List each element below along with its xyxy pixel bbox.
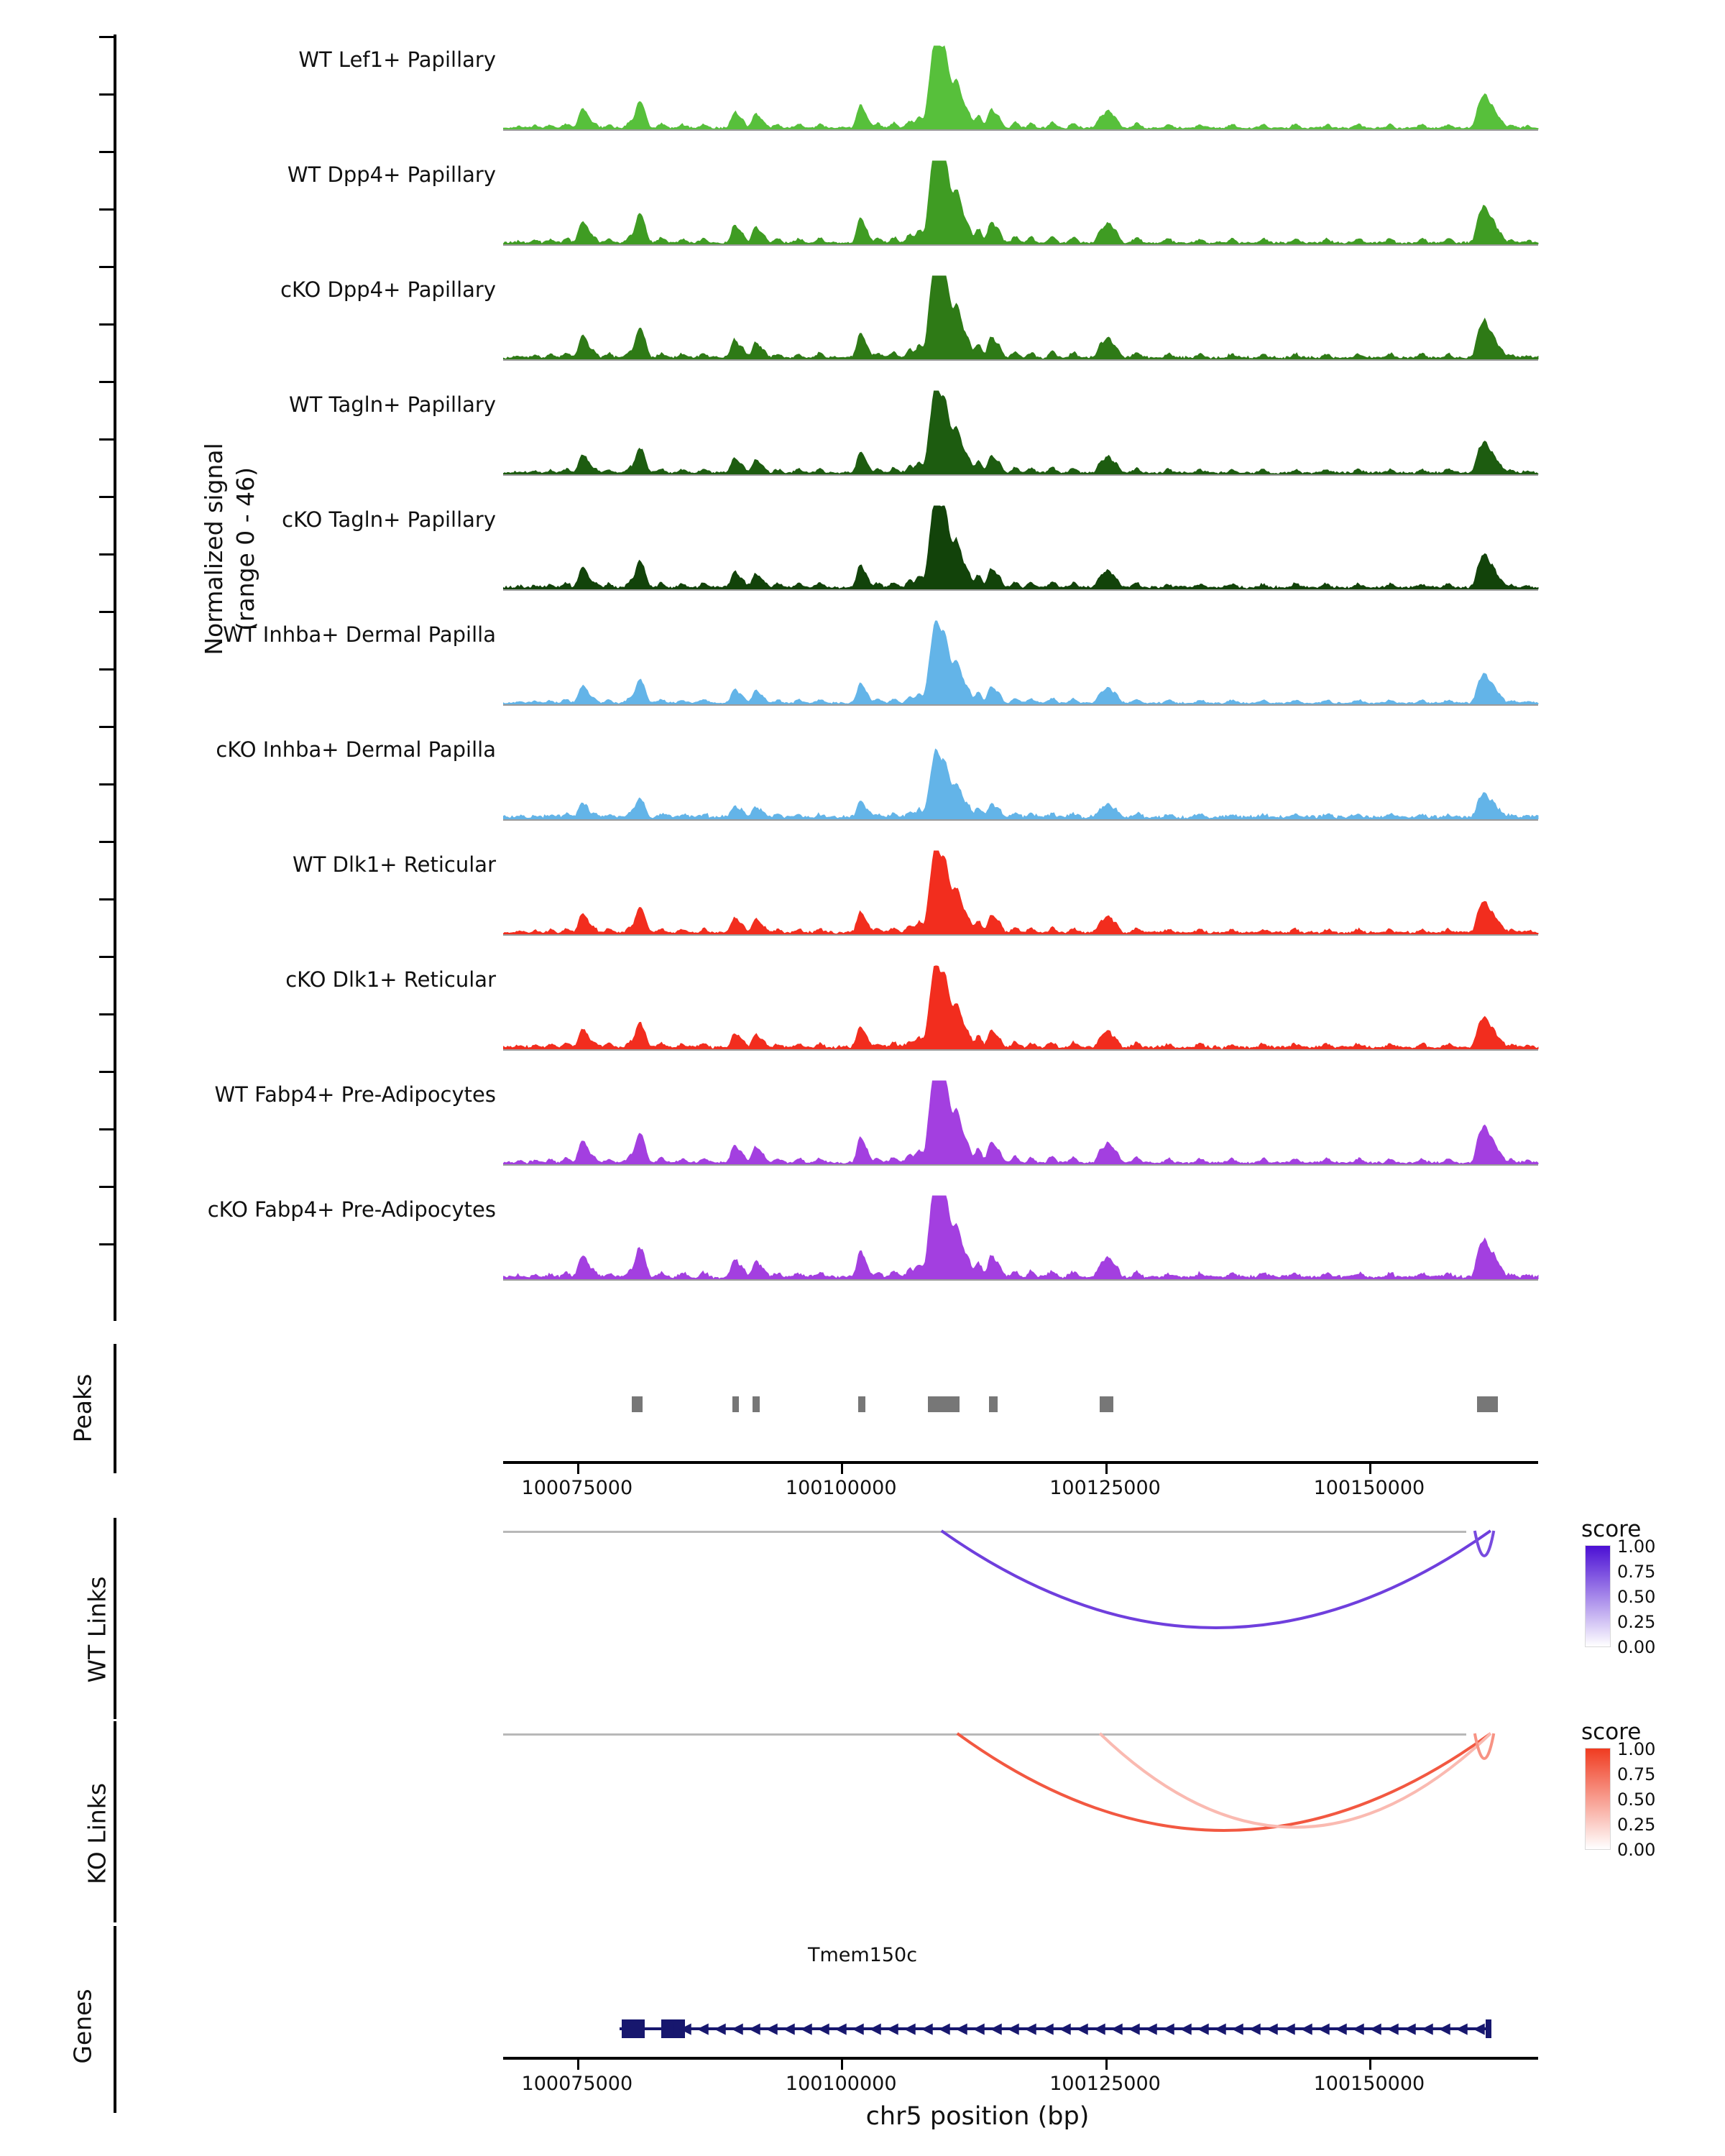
gene-strand-arrow-icon: ◀ [1024, 2019, 1036, 2037]
x-axis-tick [577, 1464, 579, 1474]
track-signal-plot [503, 733, 1542, 819]
y-axis-tick [99, 323, 115, 326]
x-axis-tick-label: 100100000 [785, 2073, 897, 2095]
peak-marker [989, 1396, 998, 1412]
track-signal-plot [503, 848, 1542, 934]
legend-tick-label: 0.25 [1617, 1815, 1656, 1835]
peak-marker [632, 1396, 643, 1412]
legend-title: score [1581, 1516, 1642, 1542]
x-axis-tick-label: 100100000 [785, 1477, 897, 1499]
x-axis-tick-label: 100150000 [1313, 1477, 1425, 1499]
track-signal-plot [503, 1193, 1542, 1279]
x-axis-tick-label: 100075000 [521, 1477, 633, 1499]
x-axis-tick-label: 100125000 [1049, 2073, 1161, 2095]
peak-marker [858, 1396, 865, 1412]
y-axis-tick [99, 36, 115, 38]
x-axis-tick [577, 2060, 579, 2070]
x-axis-tick-label: 100125000 [1049, 1477, 1161, 1499]
legend-title: score [1581, 1719, 1642, 1745]
legend-tick-label: 0.75 [1617, 1562, 1656, 1582]
legend-color-bar [1585, 1545, 1611, 1647]
peak-marker [1100, 1396, 1113, 1412]
gene-strand-arrow-icon: ◀ [1369, 2019, 1381, 2037]
y-axis-tick [99, 726, 115, 728]
gene-strand-arrow-icon: ◀ [852, 2019, 864, 2037]
track-baseline [503, 819, 1538, 821]
track-signal-plot [503, 503, 1542, 589]
gene-strand-arrow-icon: ◀ [1473, 2019, 1485, 2037]
y-axis-tick [99, 611, 115, 613]
gene-strand-arrow-icon: ◀ [1283, 2019, 1295, 2037]
y-axis-tick [99, 1013, 115, 1015]
track-baseline [503, 1164, 1538, 1166]
gene-strand-arrow-icon: ◀ [714, 2019, 726, 2037]
y-axis-tick [99, 208, 115, 211]
gene-strand-arrow-icon: ◀ [1145, 2019, 1157, 2037]
gene-exon [622, 2019, 645, 2038]
gene-strand-arrow-icon: ◀ [938, 2019, 950, 2037]
y-axis-tick [99, 783, 115, 786]
gene-strand-arrow-icon: ◀ [731, 2019, 743, 2037]
legend-tick-label: 0.50 [1617, 1587, 1656, 1607]
legend-tick-label: 1.00 [1617, 1739, 1656, 1759]
y-axis-tick [99, 151, 115, 153]
peak-marker [732, 1396, 739, 1412]
legend-tick-label: 0.25 [1617, 1612, 1656, 1632]
gene-strand-arrow-icon: ◀ [1231, 2019, 1243, 2037]
track-signal-plot [503, 618, 1542, 704]
y-axis-tick [99, 381, 115, 383]
track-label: WT Dpp4+ Papillary [287, 162, 496, 187]
x-axis-tick [1369, 2060, 1371, 2070]
track-label: WT Fabp4+ Pre-Adipocytes [214, 1082, 496, 1107]
legend-tick-label: 0.50 [1617, 1789, 1656, 1810]
x-axis-tick [1105, 2060, 1108, 2070]
gene-strand-arrow-icon: ◀ [748, 2019, 760, 2037]
y-axis-tick [99, 553, 115, 556]
gene-strand-arrow-icon: ◀ [1421, 2019, 1433, 2037]
y-axis-tick [99, 438, 115, 441]
track-baseline [503, 704, 1538, 706]
y-axis-tick [99, 841, 115, 843]
gene-strand-arrow-icon: ◀ [679, 2019, 691, 2037]
legend-tick-label: 0.00 [1617, 1840, 1656, 1860]
gene-strand-arrow-icon: ◀ [662, 2019, 674, 2037]
gene-strand-arrow-icon: ◀ [1386, 2019, 1399, 2037]
track-label: WT Tagln+ Papillary [288, 392, 496, 417]
y-axis-tick [99, 93, 115, 96]
y-axis-tick [99, 1243, 115, 1245]
track-baseline [503, 934, 1538, 936]
y-axis-tick [99, 1186, 115, 1188]
track-baseline [503, 1049, 1538, 1051]
gene-strand-arrow-icon: ◀ [869, 2019, 881, 2037]
track-signal-plot [503, 43, 1542, 129]
x-axis-line [503, 2057, 1538, 2060]
gene-strand-arrow-icon: ◀ [1197, 2019, 1209, 2037]
track-baseline [503, 359, 1538, 361]
genes-axis-rule [114, 1926, 116, 2113]
link-arc [942, 1531, 1491, 1628]
gene-strand-arrow-icon: ◀ [903, 2019, 916, 2037]
track-signal-plot [503, 1078, 1542, 1164]
gene-name-label: Tmem150c [807, 1944, 918, 1966]
peak-marker [753, 1396, 760, 1412]
gene-strand-arrow-icon: ◀ [1266, 2019, 1278, 2037]
gene-strand-arrow-icon: ◀ [1179, 2019, 1192, 2037]
wt-links-plot [0, 1516, 1725, 1725]
peaks-section-label: Peaks [68, 1373, 97, 1443]
gene-strand-arrow-icon: ◀ [1076, 2019, 1088, 2037]
track-label: cKO Inhba+ Dermal Papilla [216, 737, 496, 762]
track-label: cKO Tagln+ Papillary [282, 507, 496, 532]
y-axis-tick [99, 956, 115, 958]
x-axis-title: chr5 position (bp) [865, 2102, 1090, 2131]
gene-strand-arrow-icon: ◀ [1335, 2019, 1347, 2037]
y-axis-label-line2: (range 0 - 46) [231, 466, 259, 632]
gene-strand-arrow-icon: ◀ [783, 2019, 795, 2037]
gene-strand-arrow-icon: ◀ [1455, 2019, 1468, 2037]
gene-strand-arrow-icon: ◀ [834, 2019, 847, 2037]
legend-tick-label: 0.75 [1617, 1764, 1656, 1784]
gene-strand-arrow-icon: ◀ [1300, 2019, 1312, 2037]
peak-marker [1477, 1396, 1498, 1412]
gene-strand-arrow-icon: ◀ [1438, 2019, 1450, 2037]
gene-strand-arrow-icon: ◀ [972, 2019, 985, 2037]
wt-links-section-label: WT Links [83, 1576, 111, 1683]
track-baseline [503, 1279, 1538, 1281]
ko-links-section-label: KO Links [83, 1782, 111, 1885]
x-axis-tick [1105, 1464, 1108, 1474]
x-axis-tick [841, 2060, 843, 2070]
gene-strand-arrow-icon: ◀ [1128, 2019, 1140, 2037]
gene-strand-arrow-icon: ◀ [817, 2019, 829, 2037]
legend-color-bar [1585, 1748, 1611, 1850]
ko-links-plot [0, 1719, 1725, 1927]
track-baseline [503, 129, 1538, 131]
track-signal-plot [503, 963, 1542, 1049]
track-baseline [503, 589, 1538, 591]
y-axis-tick [99, 898, 115, 900]
x-axis-tick [1369, 1464, 1371, 1474]
y-axis-tick [99, 1128, 115, 1130]
gene-strand-arrow-icon: ◀ [1317, 2019, 1330, 2037]
gene-strand-arrow-icon: ◀ [1007, 2019, 1019, 2037]
peaks-axis-rule [114, 1344, 116, 1473]
track-signal-plot [503, 388, 1542, 474]
legend-tick-label: 0.00 [1617, 1637, 1656, 1657]
gene-strand-arrow-icon: ◀ [955, 2019, 967, 2037]
track-baseline [503, 474, 1538, 476]
y-axis-tick [99, 1071, 115, 1073]
gene-strand-arrow-icon: ◀ [765, 2019, 778, 2037]
gene-strand-arrow-icon: ◀ [1248, 2019, 1261, 2037]
y-axis-tick [99, 496, 115, 498]
track-baseline [503, 244, 1538, 246]
x-axis-line [503, 1461, 1538, 1464]
track-label: cKO Fabp4+ Pre-Adipocytes [207, 1197, 496, 1222]
gene-strand-arrow-icon: ◀ [1093, 2019, 1105, 2037]
y-axis-tick [99, 266, 115, 268]
link-arc [1100, 1733, 1491, 1828]
gene-strand-arrow-icon: ◀ [1110, 2019, 1123, 2037]
gene-strand-arrow-icon: ◀ [1214, 2019, 1226, 2037]
legend-tick-label: 1.00 [1617, 1537, 1656, 1557]
gene-strand-arrow-icon: ◀ [1162, 2019, 1174, 2037]
track-signal-plot [503, 273, 1542, 359]
track-label: WT Lef1+ Papillary [298, 47, 496, 72]
gene-strand-arrow-icon: ◀ [921, 2019, 933, 2037]
x-axis-tick-label: 100150000 [1313, 2073, 1425, 2095]
gene-strand-arrow-icon: ◀ [886, 2019, 898, 2037]
track-label: cKO Dpp4+ Papillary [280, 277, 496, 302]
track-label: WT Dlk1+ Reticular [293, 852, 496, 877]
gene-strand-arrow-icon: ◀ [1404, 2019, 1416, 2037]
x-axis-tick-label: 100075000 [521, 2073, 633, 2095]
track-label: WT Inhba+ Dermal Papilla [223, 622, 496, 647]
x-axis-tick [841, 1464, 843, 1474]
track-label: cKO Dlk1+ Reticular [285, 967, 496, 992]
gene-strand-arrow-icon: ◀ [1059, 2019, 1071, 2037]
y-axis-tick [99, 668, 115, 671]
gene-strand-arrow-icon: ◀ [696, 2019, 709, 2037]
peak-marker [928, 1396, 960, 1412]
track-signal-plot [503, 158, 1542, 244]
gene-exon [1486, 2019, 1492, 2038]
gene-strand-arrow-icon: ◀ [1041, 2019, 1054, 2037]
gene-strand-arrow-icon: ◀ [800, 2019, 812, 2037]
gene-strand-arrow-icon: ◀ [990, 2019, 1002, 2037]
genes-section-label: Genes [68, 1989, 97, 2064]
y-axis-label-line1: Normalized signal [200, 443, 228, 655]
gene-strand-arrow-icon: ◀ [1352, 2019, 1364, 2037]
